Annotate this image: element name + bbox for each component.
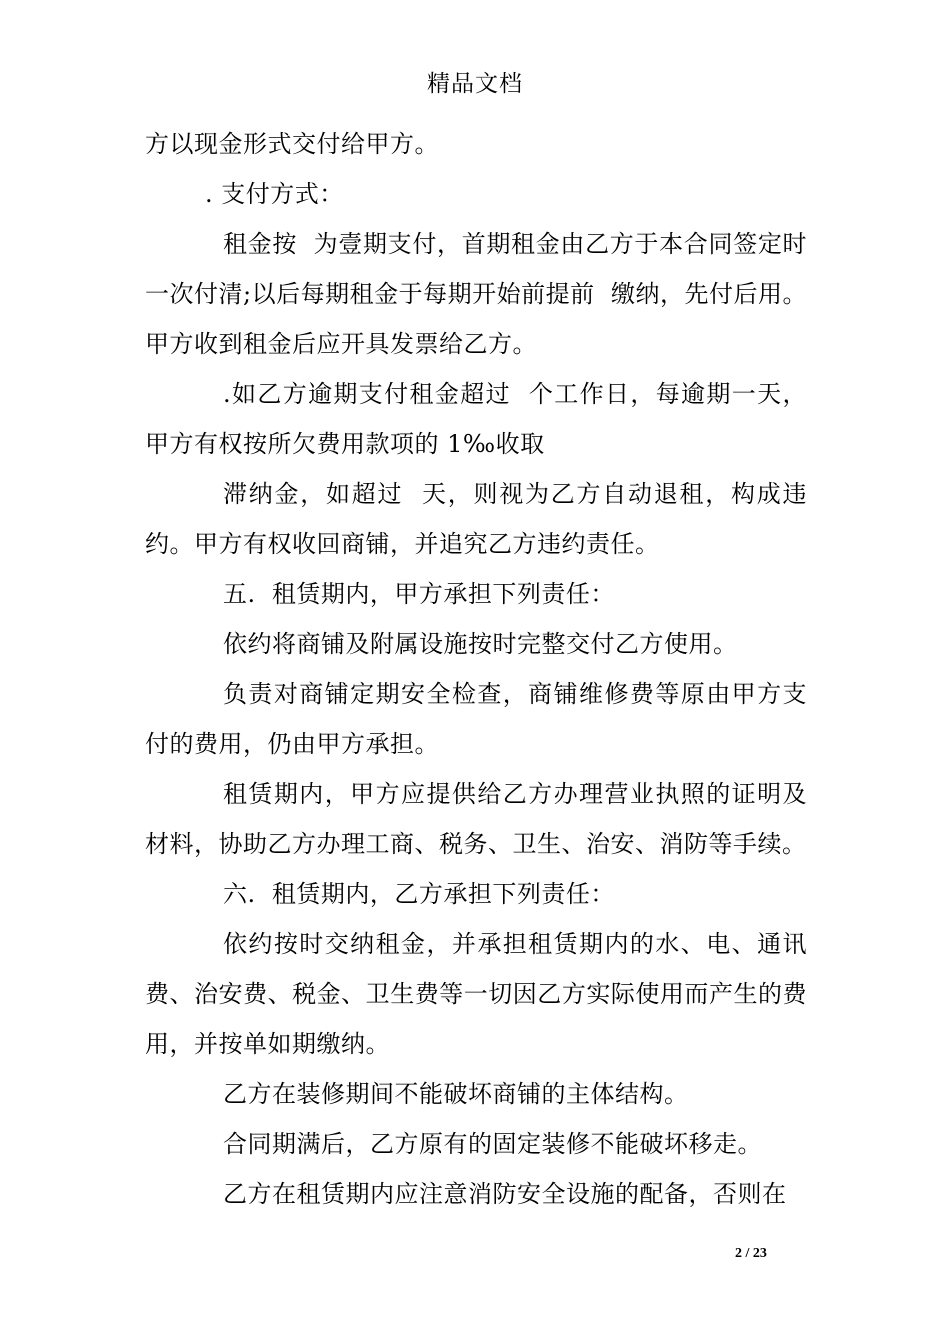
paragraph-tenant-fixtures: 合同期满后，乙方原有的固定装修不能破坏移走。 bbox=[223, 1130, 762, 1158]
paragraph-late-payment: .如乙方逾期支付租金超过 个工作日，每逾期一天，甲方有权按所欠费用款项的 1‰收取 bbox=[145, 380, 807, 458]
section-heading-tenant-duties: 六. 租赁期内，乙方承担下列责任： bbox=[223, 880, 615, 908]
section-heading-landlord-duties: 五. 租赁期内，甲方承担下列责任： bbox=[223, 580, 615, 608]
paragraph-tenant-fire-safety: 乙方在租赁期内应注意消防安全设施的配备，否则在 bbox=[223, 1180, 787, 1208]
paragraph-landlord-inspection: 负责对商铺定期安全检查，商铺维修费等原由甲方支付的费用，仍由甲方承担。 bbox=[145, 680, 807, 758]
paragraph-payment-method-heading: . 支付方式： bbox=[205, 180, 344, 208]
paragraph-landlord-delivery: 依约将商铺及附属设施按时完整交付乙方使用。 bbox=[223, 630, 738, 658]
paragraph-tenant-renovation: 乙方在装修期间不能破坏商铺的主体结构。 bbox=[223, 1080, 689, 1108]
paragraph-tenant-fees: 依约按时交纳租金，并承担租赁期内的水、电、通讯费、治安费、税金、卫生费等一切因乙方实际使用而产生的费用，并按单如期缴纳。 bbox=[145, 930, 807, 1058]
paragraph-payment-cash: 方以现金形式交付给甲方。 bbox=[145, 130, 439, 158]
page-number: 2 / 23 bbox=[735, 1246, 767, 1261]
paragraph-rent-schedule: 租金按 为壹期支付，首期租金由乙方于本合同签定时一次付清;以后每期租金于每期开始前提前 缴纳，先付后用。甲方收到租金后应开具发票给乙方。 bbox=[145, 230, 807, 358]
paragraph-late-fee: 滞纳金，如超过 天，则视为乙方自动退租，构成违约。甲方有权收回商铺，并追究乙方违约责任。 bbox=[145, 480, 807, 558]
paragraph-landlord-license-support: 租赁期内，甲方应提供给乙方办理营业执照的证明及材料，协助乙方办理工商、税务、卫生、治安、消防等手续。 bbox=[145, 780, 807, 858]
page-header-title: 精品文档 bbox=[427, 71, 523, 97]
document-body bbox=[145, 119, 807, 1219]
